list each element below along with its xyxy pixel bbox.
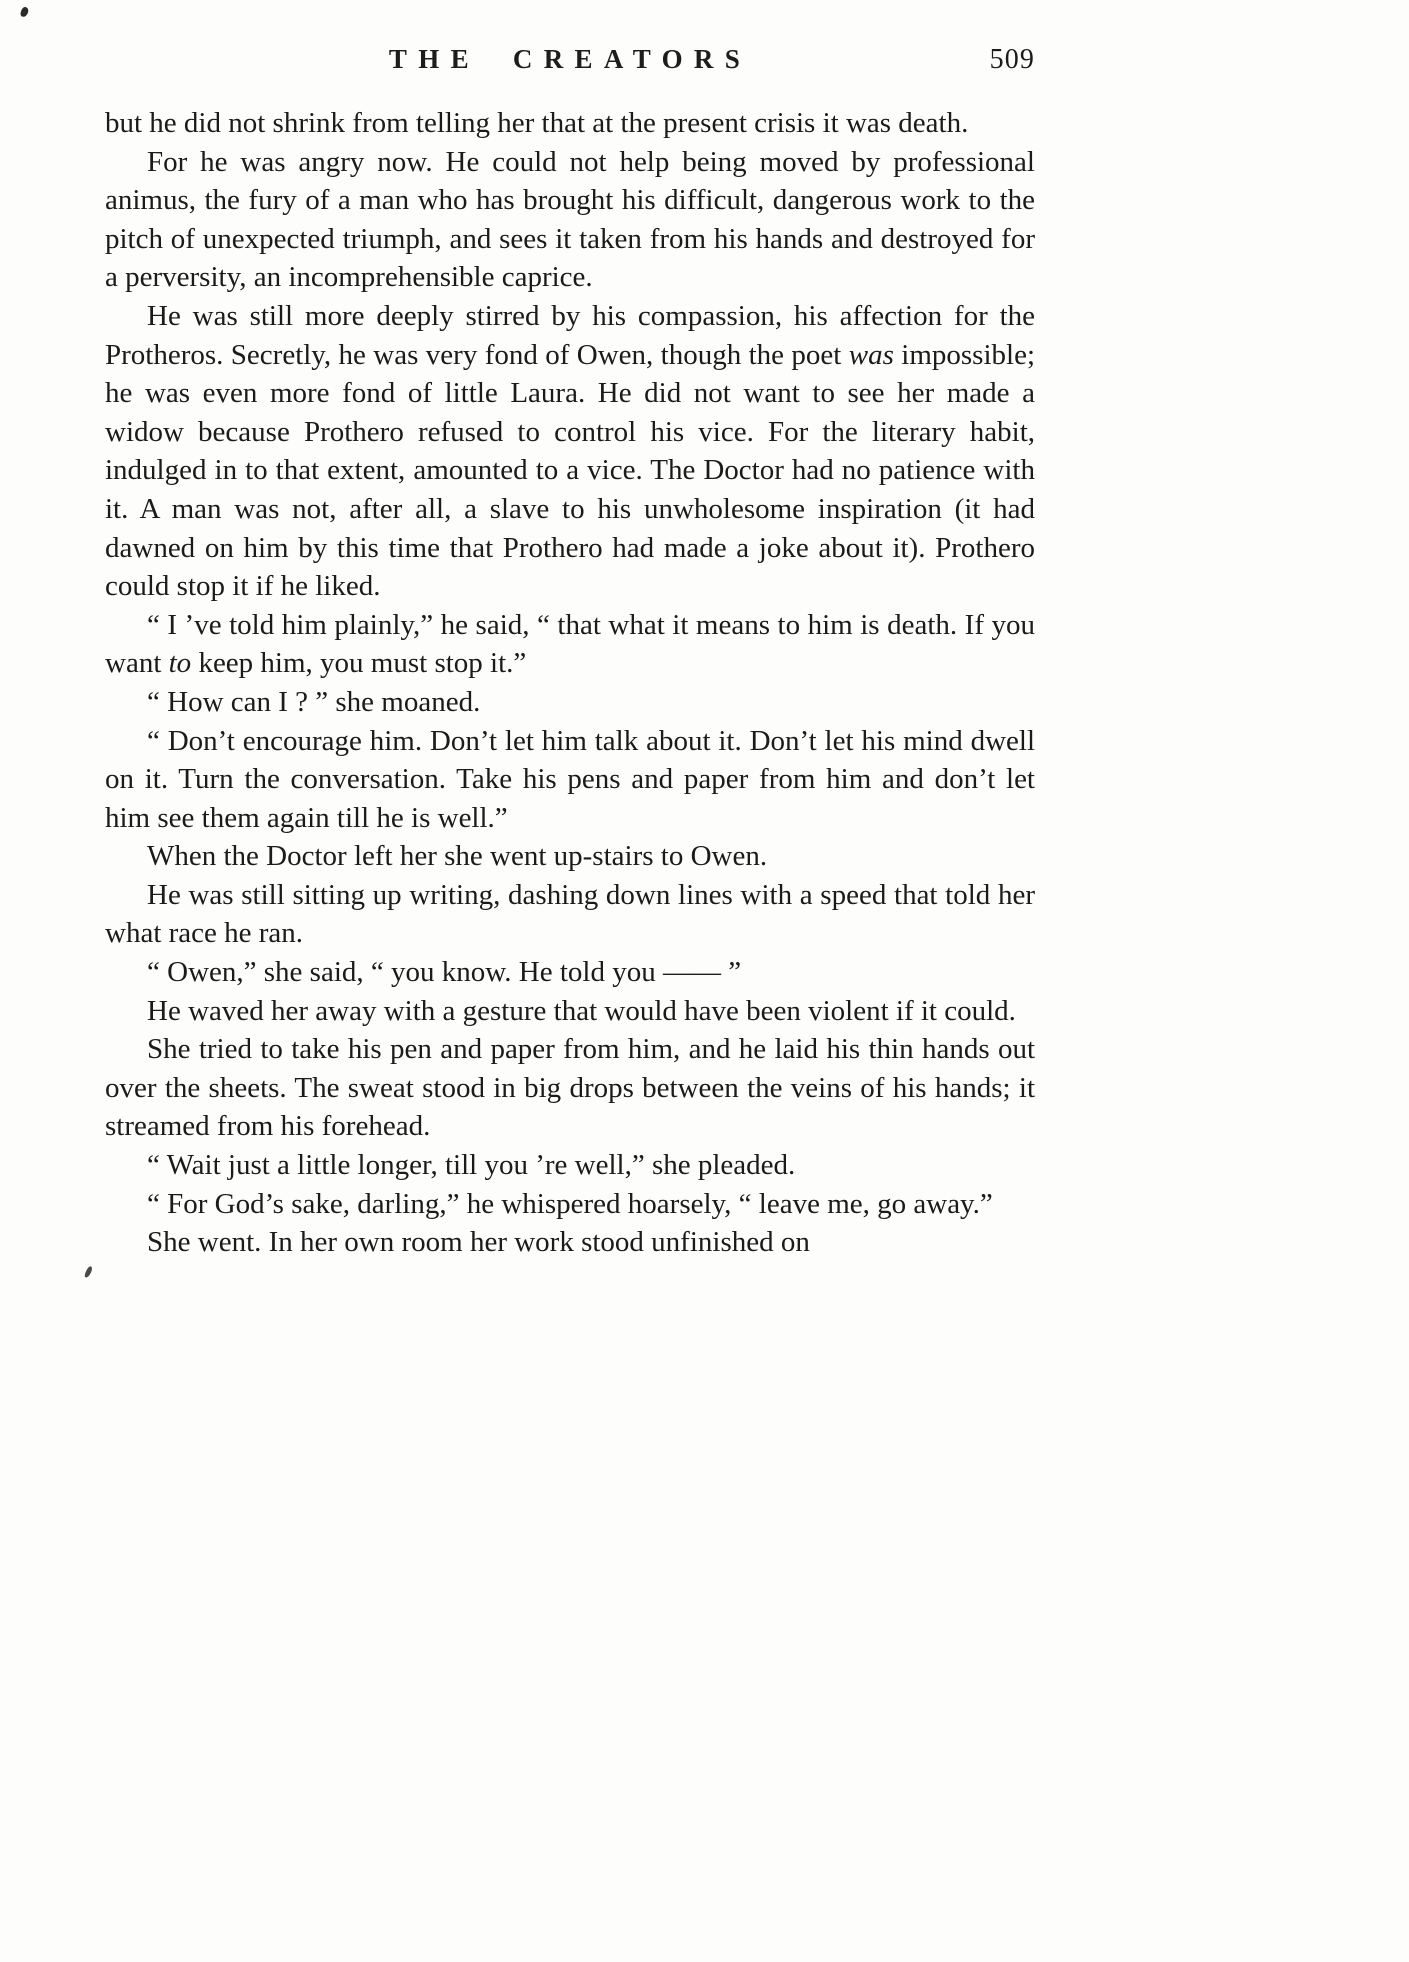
page-body: [105, 104, 1035, 1262]
paragraph: [105, 104, 1035, 143]
text-segment: For he was angry now. He could not help being moved by professional animus, the fury of a man who has brought his difficult, dangerous work to the pitch of unexpected triumph, and sees it taken from his hands and destroyed for a perversity, an incomprehensible caprice.: [105, 145, 1035, 294]
text-segment: “ Wait just a little longer, till you ’re well,” she pleaded.: [147, 1149, 796, 1182]
paragraph: [105, 606, 1035, 683]
paragraph: [105, 992, 1035, 1031]
paragraph: [105, 1223, 1035, 1262]
paragraph: [105, 143, 1035, 297]
text-segment: “ How can I ? ” she moaned.: [147, 685, 481, 718]
text-segment: She went. In her own room her work stood unfinished on: [147, 1226, 810, 1259]
scan-speck-left-margin: [84, 1266, 93, 1279]
italic-text: was: [848, 338, 894, 371]
scan-speck-top-left: [20, 6, 30, 18]
text-segment: “ Owen,” she said, “ you know. He told you —— ”: [147, 956, 742, 989]
text-segment: He waved her away with a gesture that would have been violent if it could.: [147, 994, 1016, 1027]
paragraph: [105, 1185, 1035, 1224]
paragraph: [105, 683, 1035, 722]
paragraph: [105, 953, 1035, 992]
text-segment: impossible; he was even more fond of little Laura. He did not want to see her made a widow because Prothero refused to control his vice. For the literary habit, indulged in to that extent, amounted to a vice. The Doctor had no patience with it. A man was not, after all, a slave to his unwholesome inspiration (it had dawned on him by this time that Prothero had made a joke about it). Prothero could stop it if he liked.: [105, 338, 1036, 603]
text-segment: She tried to take his pen and paper from him, and he laid his thin hands out over the sheets. The sweat stood in big drops between the veins of his hands; it streamed from his forehead.: [105, 1033, 1035, 1143]
paragraph: [105, 1030, 1035, 1146]
text-segment: He was still more deeply stirred by his compassion, his affection for the Protheros. Secretly, he was very fond of Owen, though the poet: [105, 299, 1035, 371]
page-header: [105, 44, 1035, 88]
text-segment: “ Don’t encourage him. Don’t let him talk about it. Don’t let his mind dwell on it. Turn the conversation. Take his pens and paper from him and don’t let him see them again till he is well.”: [105, 724, 1035, 834]
paragraph: [105, 297, 1035, 606]
text-segment: He was still sitting up writing, dashing down lines with a speed that told her what race he ran.: [105, 878, 1035, 950]
text-segment: “ For God’s sake, darling,” he whispered hoarsely, “ leave me, go away.”: [147, 1187, 993, 1220]
italic-text: to: [168, 647, 192, 680]
text-segment: When the Doctor left her she went up-stairs to Owen.: [147, 840, 768, 873]
text-segment: keep him, you must stop it.”: [191, 647, 527, 680]
paragraph: [105, 722, 1035, 838]
paragraph: [105, 837, 1035, 876]
paragraph: [105, 1146, 1035, 1185]
text-segment: “ I ’ve told him plainly,” he said, “ that what it means to him is death. If you want: [105, 608, 1035, 680]
running-title: THE CREATORS: [388, 44, 752, 74]
text-segment: but he did not shrink from telling her that at the present crisis it was death.: [105, 107, 969, 139]
paragraph: [105, 876, 1035, 953]
page-number: 509: [989, 44, 1035, 75]
